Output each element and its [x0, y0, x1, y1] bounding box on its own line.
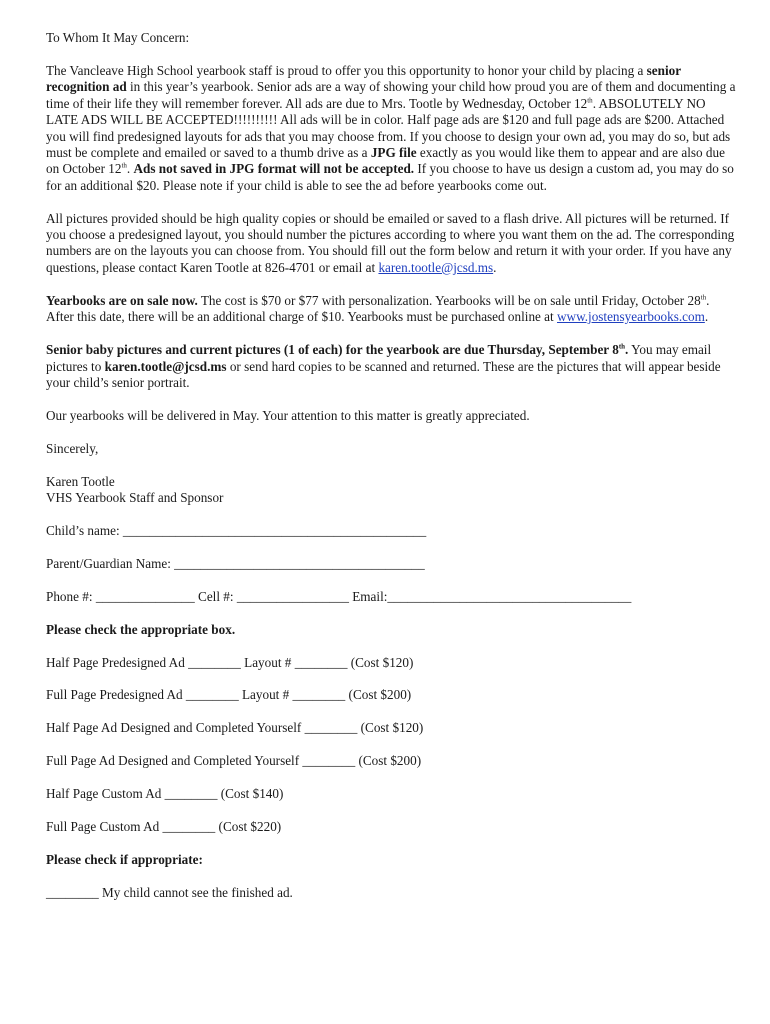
- contact-fields[interactable]: Phone #: _______________ Cell #: _________________ Email:_____________________________________: [46, 588, 632, 604]
- text: or send hard copies to be scanned and returned. These are the pictures that will appear beside your child’s senior portrait.: [46, 358, 721, 390]
- bold-text: Please check if appropriate:: [46, 852, 203, 867]
- text: All pictures provided should be high quality copies or should be emailed or saved to a flash drive. All pictures will be returned. If you choose a predesigned layout, you should number the pictures according to where you want them on the ad. The corresponding numbers are on the layouts you can choose from. You should fill out the form below and return it with your order. If you have any questions, please contact Karen Tootle at 826-4701 or email at: [46, 210, 735, 275]
- check-heading: [46, 622, 736, 638]
- option-full-page-self-designed[interactable]: Full Page Ad Designed and Completed Yourself ________ (Cost $200): [46, 753, 422, 769]
- text: If you choose to have us design a custom ad, you may do so for an additional $20. Please note if your child is able to see the ad before yearbooks come out.: [46, 161, 734, 193]
- paragraph-delivery: Our yearbooks will be delivered in May. Your attention to this matter is greatly appreciated.: [46, 407, 530, 423]
- bold-text: Please check the appropriate box.: [46, 621, 236, 637]
- signature-title: VHS Yearbook Staff and Sponsor: [46, 490, 224, 506]
- appropriate-heading: [46, 852, 736, 868]
- parent-name-field[interactable]: Parent/Guardian Name: ______________________________________: [46, 555, 425, 571]
- text: You may email pictures to: [46, 342, 712, 374]
- letter-body: [46, 30, 736, 918]
- paragraph-baby-pictures: [46, 342, 736, 391]
- paragraph-pictures: [46, 211, 736, 277]
- superscript: th: [587, 96, 593, 105]
- option-half-page-predesigned[interactable]: Half Page Predesigned Ad ________ Layout # ________ (Cost $120): [46, 654, 414, 670]
- bold-email: karen.tootle@jcsd.ms: [104, 358, 227, 374]
- text: .: [493, 259, 497, 275]
- text: exactly as you would like them to appear and are also due on October 12: [46, 144, 725, 177]
- text: . After this date, there will be an additional charge of $10. Yearbooks must be purchased online at: [46, 292, 710, 325]
- text: The Vancleave High School yearbook staff is proud to offer you this opportunity to honor your child by placing a: [46, 62, 647, 78]
- bold-text: .: [625, 342, 629, 358]
- signature-name: Karen Tootle: [46, 473, 115, 489]
- paragraph-yearbook-sale: [46, 293, 736, 326]
- option-half-page-custom[interactable]: Half Page Custom Ad ________ (Cost $140): [46, 786, 284, 802]
- superscript: th: [618, 342, 626, 351]
- salutation: To Whom It May Concern:: [46, 30, 190, 45]
- cannot-see-ad-checkbox[interactable]: ________ My child cannot see the finished ad.: [46, 884, 293, 900]
- option-half-page-self-designed[interactable]: Half Page Ad Designed and Completed Yourself ________ (Cost $120): [46, 720, 424, 736]
- child-name-field[interactable]: Child’s name: ______________________________________________: [46, 522, 427, 538]
- text: The cost is $70 or $77 with personalization. Yearbooks will be on sale until Friday, October 28: [197, 292, 701, 308]
- superscript: th: [121, 161, 127, 170]
- bold-text: Ads not saved in JPG format will not be accepted.: [133, 161, 415, 177]
- option-full-page-predesigned[interactable]: Full Page Predesigned Ad ________ Layout # ________ (Cost $200): [46, 687, 412, 703]
- bold-text: Senior baby pictures and current pictures (1 of each) for the yearbook are due Thursday, September 8: [46, 342, 619, 358]
- text: in this year’s yearbook. Senior ads are a way of showing your child how proud you are of them and documenting a time of their life they will remember forever. All ads are due to Mrs. Tootle by Wednesday, October 12: [46, 79, 736, 111]
- text: .: [704, 309, 709, 325]
- superscript: th: [700, 293, 707, 302]
- jostens-link[interactable]: www.jostensyearbooks.com: [557, 309, 705, 325]
- bold-text: senior recognition ad: [46, 62, 681, 95]
- text: . ABSOLUTELY NO LATE ADS WILL BE ACCEPTED!!!!!!!!!! All ads will be in color. Half page ads are $120 and full page ads are $200. Attached you will find predesigned layouts for ads that you may choose from. If you choose to design your own ad, you may do so, but ads must be complete and emailed or saved to a thumb drive as a: [46, 95, 731, 160]
- text: .: [126, 161, 134, 177]
- paragraph-senior-ads: [46, 63, 736, 194]
- bold-text: Yearbooks are on sale now.: [46, 292, 198, 308]
- option-full-page-custom[interactable]: Full Page Custom Ad ________ (Cost $220): [46, 819, 282, 835]
- bold-text: JPG file: [370, 144, 417, 160]
- closing: Sincerely,: [46, 440, 99, 456]
- email-link[interactable]: karen.tootle@jcsd.ms: [378, 259, 494, 275]
